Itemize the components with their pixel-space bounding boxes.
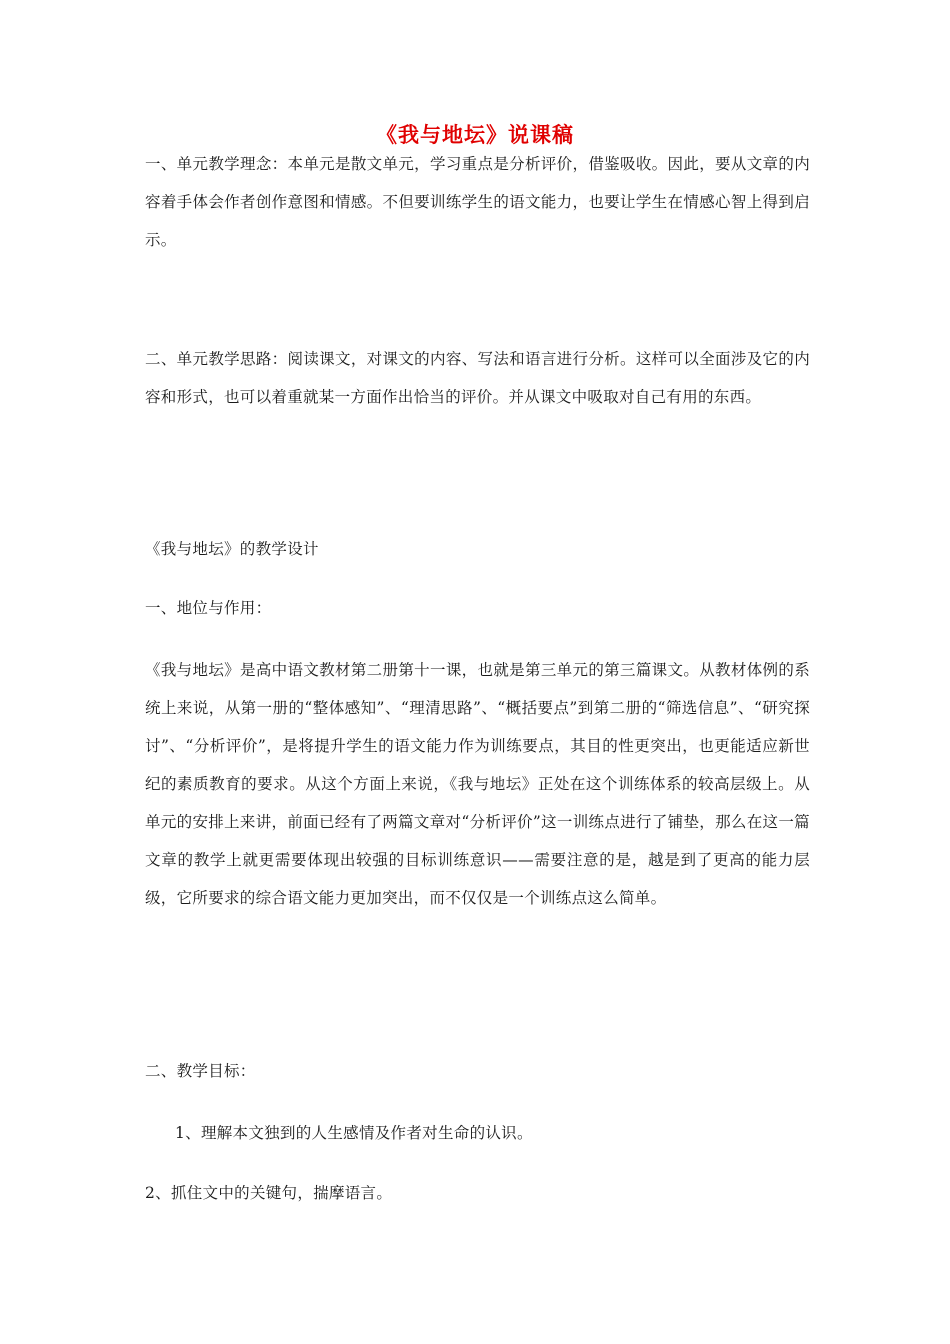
goal-item-1: 1、理解本文独到的人生感情及作者对生命的认识。: [175, 1124, 533, 1142]
goal-item-2: 2、抓住文中的关键句，揣摩语言。: [145, 1184, 393, 1202]
design-heading: 《我与地坛》的教学设计: [145, 540, 319, 558]
unit-concept-paragraph: 一、单元教学理念：本单元是散文单元，学习重点是分析评价，借鉴吸收。因此，要从文章的内容着手体会作者创作意图和情感。不但要训练学生的语文能力，也要让学生在情感心智上得到启示。: [145, 155, 810, 249]
goals-heading: 二、教学目标：: [145, 1062, 256, 1080]
document-title: 《我与地坛》说课稿: [376, 122, 574, 147]
unit-approach-paragraph: 二、单元教学思路：阅读课文，对课文的内容、写法和语言进行分析。这样可以全面涉及它的内容和形式，也可以着重就某一方面作出恰当的评价。并从课文中吸取对自己有用的东西。: [145, 350, 810, 406]
position-body-paragraph: 《我与地坛》是高中语文教材第二册第十一课，也就是第三单元的第三篇课文。从教材体例的系统上来说，从第一册的“整体感知”、“理清思路”、“概括要点”到第二册的“筛选信息”、“研究探讨”、“分析评价”，是将提升学生的语文能力作为训练要点，其目的性更突出，也更能适应新世纪的素质教育的要求。从这个方面上来说，《我与地坛》正处在这个训练体系的较高层级上。从单元的安排上来讲，前面已经有了两篇文章对“分析评价”这一训练点进行了铺垫，那么在这一篇文章的教学上就更需要体现出较强的目标训练意识——需要注意的是，越是到了更高的能力层级，它所要求的综合语文能力更加突出，而不仅仅是一个训练点这么简单。: [145, 661, 810, 907]
position-heading: 一、地位与作用：: [145, 599, 272, 617]
